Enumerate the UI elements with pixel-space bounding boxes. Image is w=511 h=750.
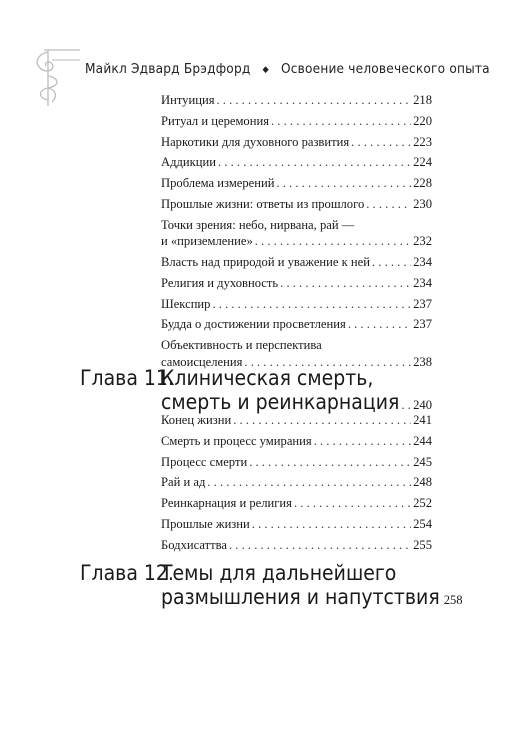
toc-entry[interactable] <box>161 275 432 292</box>
toc-entry[interactable] <box>161 316 432 333</box>
toc-entry-title: Бодхисаттва <box>161 537 227 552</box>
toc-entry-title: Рай и ад <box>161 475 206 490</box>
toc-entry-title: Власть над природой и уважение к ней <box>161 255 370 270</box>
toc-entry[interactable] <box>161 412 432 429</box>
toc-entry-title: Конец жизни <box>161 413 232 427</box>
toc-entry-page: 223 <box>413 134 432 149</box>
leader-dots <box>229 537 411 554</box>
toc-entry-title: Аддикции <box>161 155 216 170</box>
toc-entry-page: 241 <box>413 413 432 427</box>
toc-entry[interactable] <box>161 217 432 250</box>
toc-entry[interactable] <box>161 454 432 471</box>
toc-entry-title: Интуиция <box>161 93 215 107</box>
toc-entry-title: Реинкарнация и религия <box>161 496 292 511</box>
leader-dots <box>314 433 411 450</box>
leader-dots <box>218 154 411 171</box>
leader-dots <box>348 316 411 333</box>
toc-entry-page: 252 <box>413 496 432 511</box>
toc-entry-page: 218 <box>413 93 432 107</box>
toc-entry-title: самоисцеления <box>161 354 243 369</box>
leader-dots <box>351 134 411 151</box>
chapter-label: Глава 11. <box>80 366 174 390</box>
toc-entry[interactable] <box>161 154 432 171</box>
toc-entry-page: 232 <box>413 234 432 249</box>
toc-entry[interactable] <box>161 516 432 533</box>
toc-entry[interactable] <box>161 113 432 130</box>
toc-entry-page: 245 <box>413 454 432 469</box>
leader-dots <box>207 474 411 491</box>
leader-dots <box>212 296 411 313</box>
chapter-page: 240 <box>413 398 432 412</box>
chapter-page: 258 <box>443 593 463 607</box>
toc-entry-title: Смерть и процесс умирания <box>161 433 312 448</box>
chapter-title-line1: Клиническая смерть, <box>161 366 374 390</box>
toc-entry[interactable] <box>161 196 432 213</box>
book-title: Освоение человеческого опыта <box>281 61 490 77</box>
toc-entry[interactable] <box>161 296 432 313</box>
toc-entry[interactable] <box>161 537 432 554</box>
toc-entry-page: 248 <box>413 475 432 490</box>
toc-entry[interactable] <box>161 134 432 151</box>
leader-dots <box>233 412 411 429</box>
toc-entry-title: Религия и духовность <box>161 275 279 290</box>
toc-entries <box>161 92 432 375</box>
toc-entry-title: Шекспир <box>161 296 211 311</box>
running-head <box>85 61 490 77</box>
leader-dots <box>255 233 411 250</box>
toc-entry[interactable] <box>161 175 432 192</box>
leader-dots <box>249 454 411 471</box>
toc-entry-page: 244 <box>413 433 432 448</box>
toc-entry-page: 234 <box>413 255 432 270</box>
toc-entry[interactable] <box>161 433 432 450</box>
toc-entry-page: 237 <box>413 296 432 311</box>
diamond-separator-icon: ◆ <box>262 65 269 75</box>
caduceus-ornament-icon <box>30 46 82 108</box>
chapter-title <box>161 561 463 612</box>
leader-dots <box>216 92 411 109</box>
leader-dots <box>280 275 411 292</box>
toc-entry-title: Прошлые жизни: ответы из прошлого <box>161 196 365 211</box>
toc-entry-title: Проблема измерений <box>161 176 275 191</box>
author-name: Майкл Эдвард Брэдфорд <box>85 61 251 77</box>
chapter-label: Глава 12. <box>80 561 174 585</box>
leader-dots <box>294 495 411 512</box>
toc-entry-title: Прошлые жизни <box>161 516 250 531</box>
chapter-title-line2: смерть и реинкарнация <box>161 390 400 414</box>
toc-entry-page: 230 <box>413 196 432 211</box>
toc-entry-title-line1: Точки зрения: небо, нирвана, рай — <box>161 217 355 232</box>
toc-entry-page: 254 <box>413 516 432 531</box>
toc-entry-page: 234 <box>413 275 432 290</box>
toc-entry-title: Процесс смерти <box>161 454 248 469</box>
leader-dots <box>366 196 411 213</box>
chapter-title <box>161 366 432 417</box>
toc-entry-title: Будда о достижении просветления <box>161 317 346 332</box>
toc-entry-title: и «приземление» <box>161 234 253 249</box>
toc-entry-page: 224 <box>413 155 432 170</box>
toc-entry[interactable] <box>161 474 432 491</box>
toc-entry[interactable] <box>161 254 432 271</box>
toc-entry-page: 228 <box>413 176 432 191</box>
toc-entry[interactable] <box>161 495 432 512</box>
chapter-11-entries <box>161 412 432 558</box>
leader-dots <box>271 113 411 130</box>
leader-dots <box>276 175 411 192</box>
toc-entry-page: 237 <box>413 317 432 332</box>
chapter-title-line1: Темы для дальнейшего <box>161 561 397 585</box>
toc-entry-title-line1: Объективность и перспектива <box>161 338 322 353</box>
toc-entry-page: 238 <box>413 354 432 369</box>
toc-entry-page: 255 <box>413 537 432 552</box>
toc-entry-page: 220 <box>413 113 432 128</box>
leader-dots <box>372 254 411 271</box>
toc-entry-title: Наркотики для духовного развития <box>161 134 350 149</box>
leader-dots <box>252 516 411 533</box>
chapter-title-line2: размышления и напутствия <box>161 585 440 609</box>
toc-entry[interactable] <box>161 92 432 109</box>
toc-entry-title: Ритуал и церемония <box>161 113 269 128</box>
